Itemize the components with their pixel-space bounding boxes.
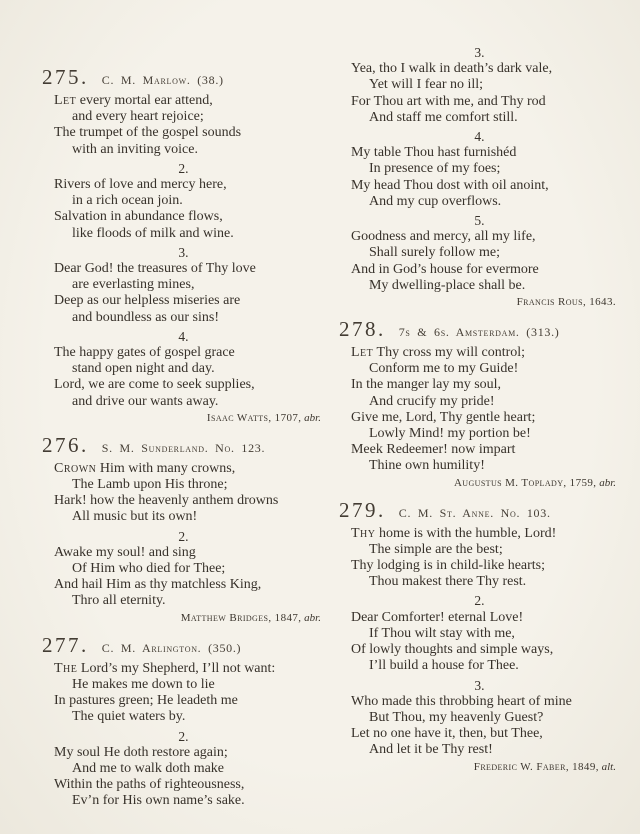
hymn-number: 276. [42,432,89,457]
verse-line: Goodness and mercy, all my life, [350,229,536,245]
attribution-name: Francis Rous, 1643. [516,296,616,309]
hymn-number: 277. [42,632,89,657]
hymn-header [339,498,620,522]
verse-line: Salvation in abundance flows, [54,209,223,225]
verse-line: Dear God! the treasures of Thy love [54,261,256,277]
verse-line: My head Thou dost with oil anoint, [350,177,549,193]
stanza-number: 3. [474,677,485,693]
attribution [339,296,620,308]
verse-line: stand open night and day. [72,361,215,377]
verse-line: and drive our wants away. [72,393,219,409]
verse-line: Let Thy cross my will control; [350,345,526,361]
hymn-meta: C. M. Arlington. (350.) [101,640,242,655]
verse-line: My table Thou hast furnishéd [350,145,517,161]
hymn-header [42,633,325,657]
verse-line: Who made this throbbing heart of mine [350,693,572,709]
left-column [42,42,325,824]
verse-line: in a rich ocean join. [72,193,183,209]
verse-line: Rivers of love and mercy here, [54,177,227,193]
stanza-number: 3. [474,45,485,60]
verse-line: In the manger lay my soul, [350,377,502,393]
lead-word: Crown [54,460,97,476]
attribution-note: alt. [598,760,616,773]
verse-line: All music but its own! [72,509,198,525]
lead-word: Let [54,93,77,108]
verse-line: Dear Comforter! eternal Love! [350,609,524,625]
verse-line: Lord, we are come to seek supplies, [54,377,255,393]
verse-line: Of lowly thoughts and simple ways, [350,642,554,658]
verse-line: Of Him who died for Thee; [72,561,226,577]
hymn-279 [339,498,620,773]
verse-line: And crucify my pride! [368,393,495,409]
attribution-note: abr. [301,411,321,424]
attribution-name: Matthew Bridges, 1847, [180,611,302,624]
stanza-number: 4. [178,328,189,344]
hymn-meta: C. M. Marlow. (38.) [101,73,224,87]
hymn-number: 279. [338,497,386,522]
verse-line: The trumpet of the gospel sounds [54,125,242,141]
verse-line: Thou makest there Thy rest. [368,574,527,590]
verse-line: The happy gates of gospel grace [54,345,235,361]
verse-line: Thine own humility! [368,458,485,474]
verse-line: and every heart rejoice; [72,109,204,125]
stanza-number: 4. [474,129,485,145]
verse-line: Shall surely follow me; [368,245,501,261]
attribution [42,412,325,424]
verse-line: He makes me down to lie [72,676,215,692]
verse-line: Yea, tho I walk in death’s dark vale, [350,61,553,77]
attribution [339,477,620,489]
verse-line: And staff me comfort still. [368,109,518,125]
hymn-continuation [339,45,620,308]
verse-line: And let it be Thy rest! [368,742,493,758]
stanza-number: 2. [178,728,189,744]
verse-line: And hail Him as thy matchless King, [54,577,262,593]
verse-line: Conform me to my Guide! [368,361,519,377]
verse-line: The simple are the best; [368,541,503,557]
attribution-note: abr. [596,476,616,489]
verse-line: Awake my soul! and sing [54,544,196,560]
attribution [339,761,620,773]
hymn-number: 275. [42,65,89,89]
verse-line: The quiet waters by. [72,709,186,725]
stanza-number: 3. [178,244,189,260]
verse-line: For Thou art with me, and Thy rod [350,93,546,109]
hymn-header [339,317,620,341]
attribution-name: Augustus M. Toplady, 1759, [453,476,597,489]
verse-line: Thy home is with the humble, Lord! [350,525,557,541]
verse-line: like floods of milk and wine. [72,225,234,241]
verse-line: Lowly Mind! my portion be! [368,426,531,442]
hymn-meta: 7s & 6s. Amsterdam. (313.) [398,325,560,340]
verse-line: My soul He doth restore again; [54,744,228,760]
verse-line: Hark! how the heavenly anthem drowns [54,493,279,509]
verse-line: In pastures green; He leadeth me [54,693,238,709]
verse-line: Meek Redeemer! now impart [350,442,516,458]
hymn-number: 278. [338,317,386,342]
stanza-number: 5. [474,213,485,229]
verse-line: And my cup overflows. [368,193,502,209]
verse-line: Deep as our helpless miseries are [54,293,241,309]
verse-line: Yet will I fear no ill; [368,77,484,93]
verse-line: My dwelling-place shall be. [368,277,526,293]
hymn-275 [42,65,325,424]
stanza-number: 2. [178,528,189,544]
verse-line: And me to walk doth make [72,760,225,776]
verse-line: The Lamb upon His throne; [72,477,228,493]
verse-line: The Lord’s my Shepherd, I’ll not want: [54,660,276,676]
stanza-number: 2. [178,160,189,176]
verse-line: In presence of my foes; [368,161,501,177]
verse-line: Thy lodging is in child-like hearts; [350,558,546,574]
verse-line: Crown Him with many crowns, [54,460,236,476]
hymn-278 [339,317,620,489]
hymn-header [42,433,325,457]
lead-word: Thy [350,525,376,541]
verse-line: and boundless as our sins! [72,309,219,325]
verse-line: are everlasting mines, [72,277,195,293]
verse-line: Let every mortal ear attend, [54,93,213,108]
verse-line: And in God’s house for evermore [350,261,539,277]
verse-line: But Thou, my heavenly Guest? [368,709,544,725]
hymn-meta: C. M. St. Anne. No. 103. [398,505,551,520]
verse-line: Ev’n for His own name’s sake. [72,793,245,809]
attribution-note: abr. [301,611,321,624]
attribution-name: Frederic W. Faber, 1849, [473,760,599,773]
hymn-header [42,65,325,89]
hymn-277 [42,633,325,810]
verse-line: with an inviting voice. [72,141,198,157]
verse-line: If Thou wilt stay with me, [368,625,515,641]
verse-line: Let no one have it, then, but Thee, [350,726,543,742]
hymn-276 [42,433,325,624]
verse-line: Give me, Lord, Thy gentle heart; [350,409,536,425]
lead-word: The [54,660,78,676]
verse-line: Within the paths of righteousness, [54,777,245,793]
stanza-number: 2. [474,593,485,609]
lead-word: Let [350,345,374,361]
hymn-meta: S. M. Sunderland. No. 123. [101,440,266,455]
right-column [339,42,620,824]
attribution [42,612,325,624]
attribution-name: Isaac Watts, 1707, [206,411,302,424]
verse-line: I’ll build a house for Thee. [368,658,519,674]
verse-line: Thro all eternity. [72,593,166,609]
